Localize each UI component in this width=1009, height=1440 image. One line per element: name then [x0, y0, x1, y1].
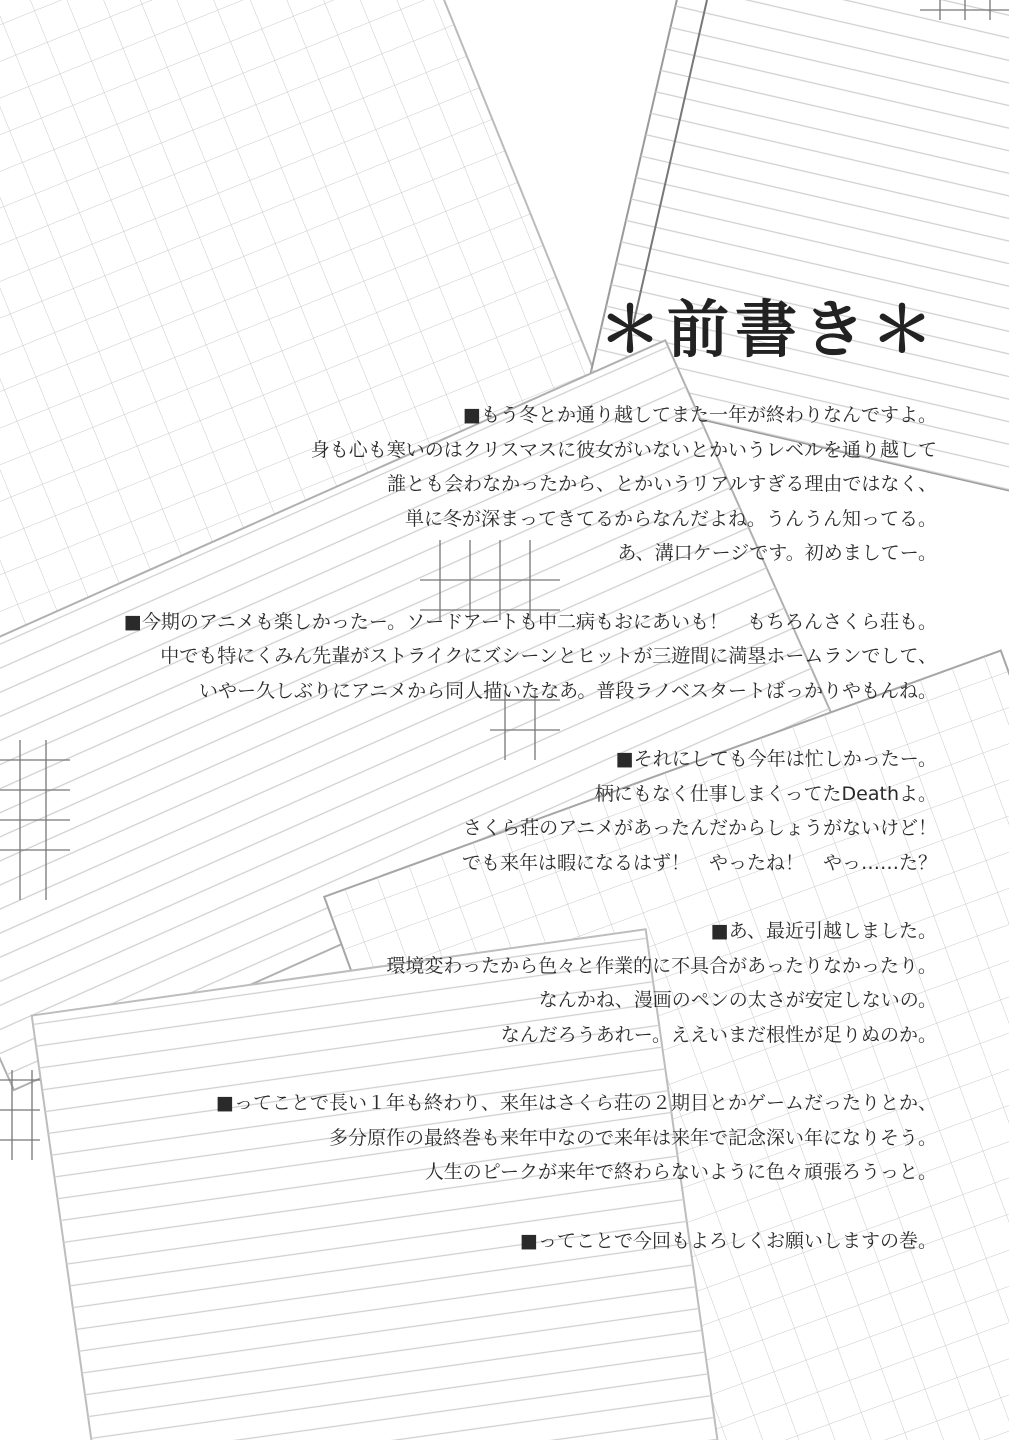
text-line: 環境変わったから色々と作業的に不具合があったりなかったり。 — [386, 954, 937, 977]
text-line: あ、溝口ケージです。初めましてー。 — [617, 542, 937, 564]
text-line: ■もう冬とか通り越してまた一年が終わりなんですよ。 — [463, 404, 937, 426]
text-line: 誰とも会わなかったから、とかいうリアルすぎる理由ではなく、 — [387, 473, 937, 495]
text-line: 人生のピークが来年で終わらないように色々頑張ろうっと。 — [424, 1161, 937, 1183]
paragraph — [77, 742, 937, 880]
text-line: さくら荘のアニメがあったんだからしょうがないけど！ — [463, 817, 937, 839]
text-line: ■今期のアニメも楽しかったー。ソードアートも中二病もおにあいも！ もちろんさくら荘も。 — [123, 610, 937, 633]
paragraph — [77, 605, 937, 709]
text-line: 多分原作の最終巻も来年中なので来年は来年で記念深い年になりそう。 — [328, 1126, 937, 1149]
paragraph — [77, 1086, 937, 1190]
page-title: ＊前書き＊ — [598, 293, 939, 366]
text-line: ■ってことで今回もよろしくお願いしますの巻。 — [520, 1229, 937, 1252]
text-line: でも来年は暇になるはず！ やったね！ やっ……た？ — [461, 851, 937, 874]
text-line: 身も心も寒いのはクリスマスに彼女がいないとかいうレベルを通り越して — [310, 438, 937, 461]
paragraph — [77, 1224, 937, 1259]
paragraph — [77, 398, 937, 571]
text-line: ■それにしても今年は忙しかったー。 — [615, 748, 937, 770]
text-line: いやー久しぶりにアニメから同人描いたなあ。普段ラノベスタートばっかりやもんね。 — [199, 679, 937, 702]
paragraph — [77, 914, 937, 1052]
text-line: なんかね、漫画のペンの太さが安定しないの。 — [538, 989, 937, 1011]
text-line: 単に冬が深まってきてるからなんだよね。うんうん知ってる。 — [404, 507, 937, 530]
text-line: 中でも特にくみん先輩がストライクにズシーンとヒットが三遊間に満塁ホームランでして、 — [160, 645, 937, 667]
text-line: なんだろうあれー。ええいまだ根性が足りぬのか。 — [500, 1023, 937, 1046]
foreword-text — [77, 398, 937, 1292]
text-line: 柄にもなく仕事しまくってたDeathよ。 — [594, 782, 937, 805]
text-line: ■ってことで長い１年も終わり、来年はさくら荘の２期目とかゲームだったりとか、 — [216, 1092, 937, 1114]
text-line: ■あ、最近引越しました。 — [710, 920, 937, 942]
